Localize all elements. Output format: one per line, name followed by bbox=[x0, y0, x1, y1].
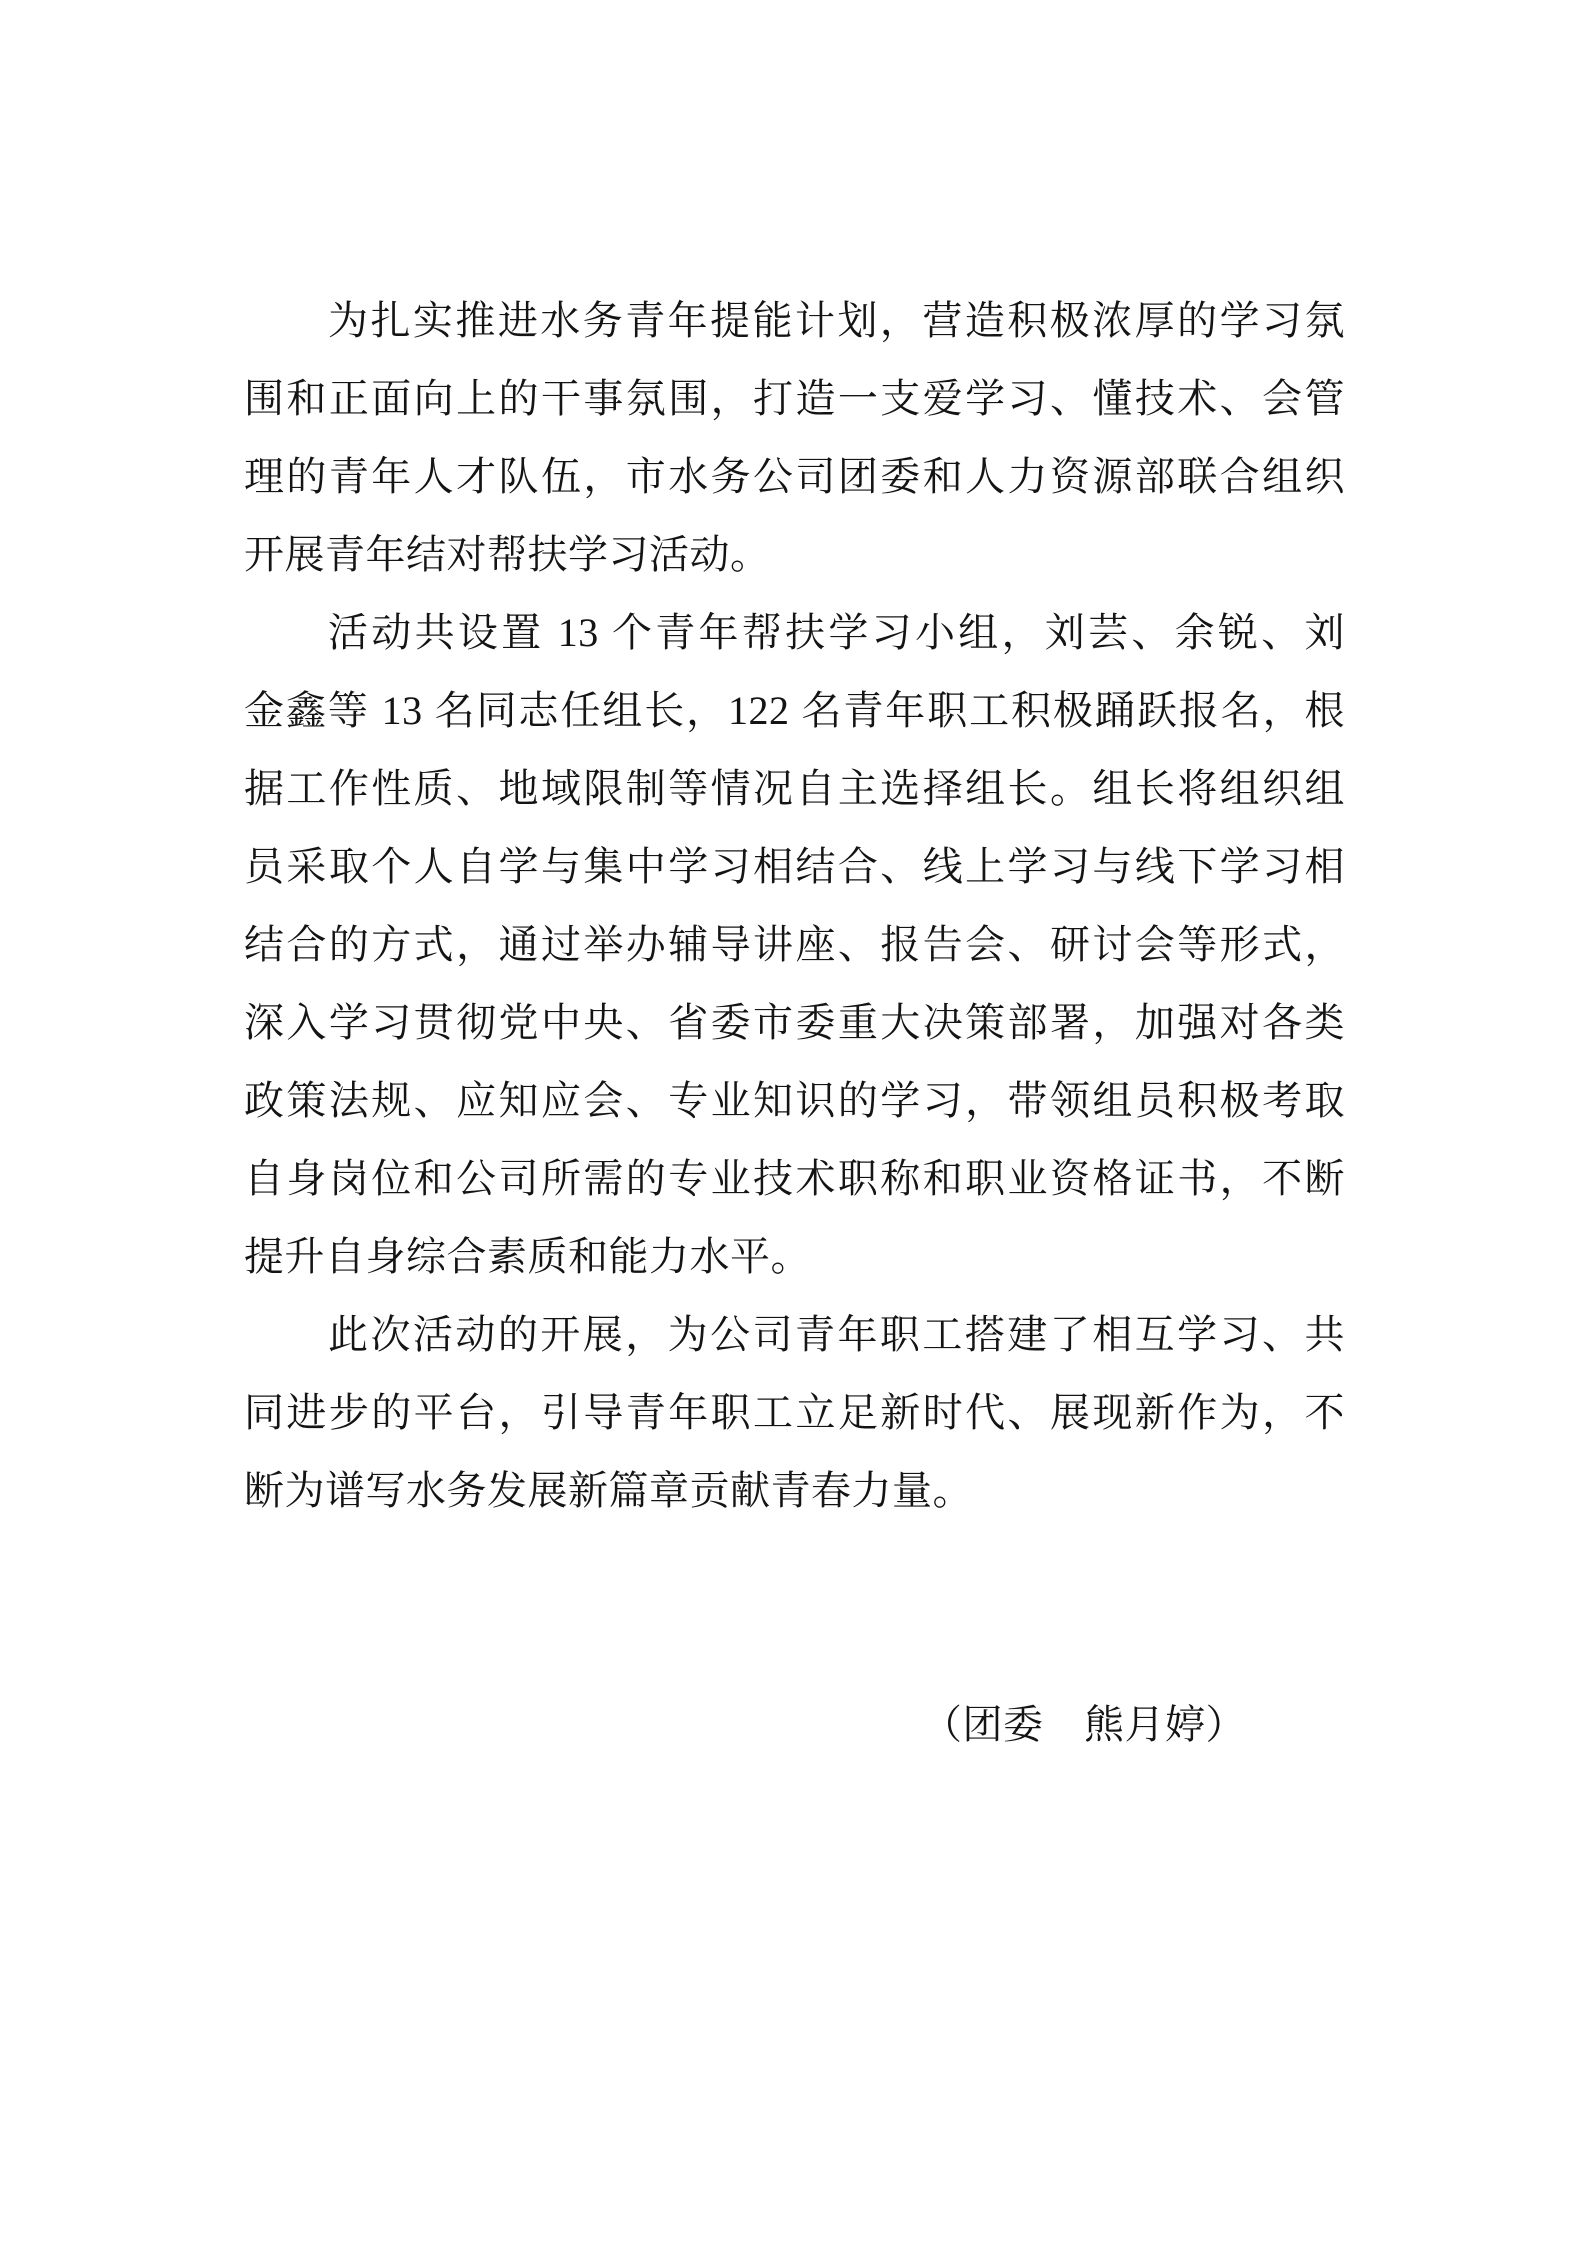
body-line: 活动共设置 13 个青年帮扶学习小组，刘芸、余锐、刘 bbox=[328, 610, 1345, 655]
body-line: 自身岗位和公司所需的专业技术职称和职业资格证书，不断 bbox=[244, 1156, 1345, 1201]
body-line: 此次活动的开展，为公司青年职工搭建了相互学习、共 bbox=[328, 1312, 1345, 1357]
body-line: 开展青年结对帮扶学习活动。 bbox=[244, 532, 771, 577]
body-text-block bbox=[244, 282, 1345, 1764]
body-line: 政策法规、应知应会、专业知识的学习，带领组员积极考取 bbox=[244, 1078, 1345, 1123]
body-line: 围和正面向上的干事氛围，打造一支爱学习、懂技术、会管 bbox=[244, 376, 1345, 421]
body-line: 员采取个人自学与集中学习相结合、线上学习与线下学习相 bbox=[244, 844, 1345, 889]
body-line: 理的青年人才队伍，市水务公司团委和人力资源部联合组织 bbox=[244, 454, 1345, 499]
body-line: 结合的方式，通过举办辅导讲座、报告会、研讨会等形式， bbox=[244, 922, 1345, 967]
body-line: 提升自身综合素质和能力水平。 bbox=[244, 1234, 811, 1279]
signature-line: （团委 熊月婷） bbox=[922, 1702, 1246, 1747]
body-line: 为扎实推进水务青年提能计划，营造积极浓厚的学习氛 bbox=[328, 298, 1345, 343]
body-line: 深入学习贯彻党中央、省委市委重大决策部署，加强对各类 bbox=[244, 1000, 1345, 1045]
body-line: 断为谱写水务发展新篇章贡献青春力量。 bbox=[244, 1468, 973, 1513]
body-line: 据工作性质、地域限制等情况自主选择组长。组长将组织组 bbox=[244, 766, 1345, 811]
body-line: 同进步的平台，引导青年职工立足新时代、展现新作为，不 bbox=[244, 1390, 1345, 1435]
body-line: 金鑫等 13 名同志任组长，122 名青年职工积极踊跃报名，根 bbox=[244, 688, 1345, 733]
